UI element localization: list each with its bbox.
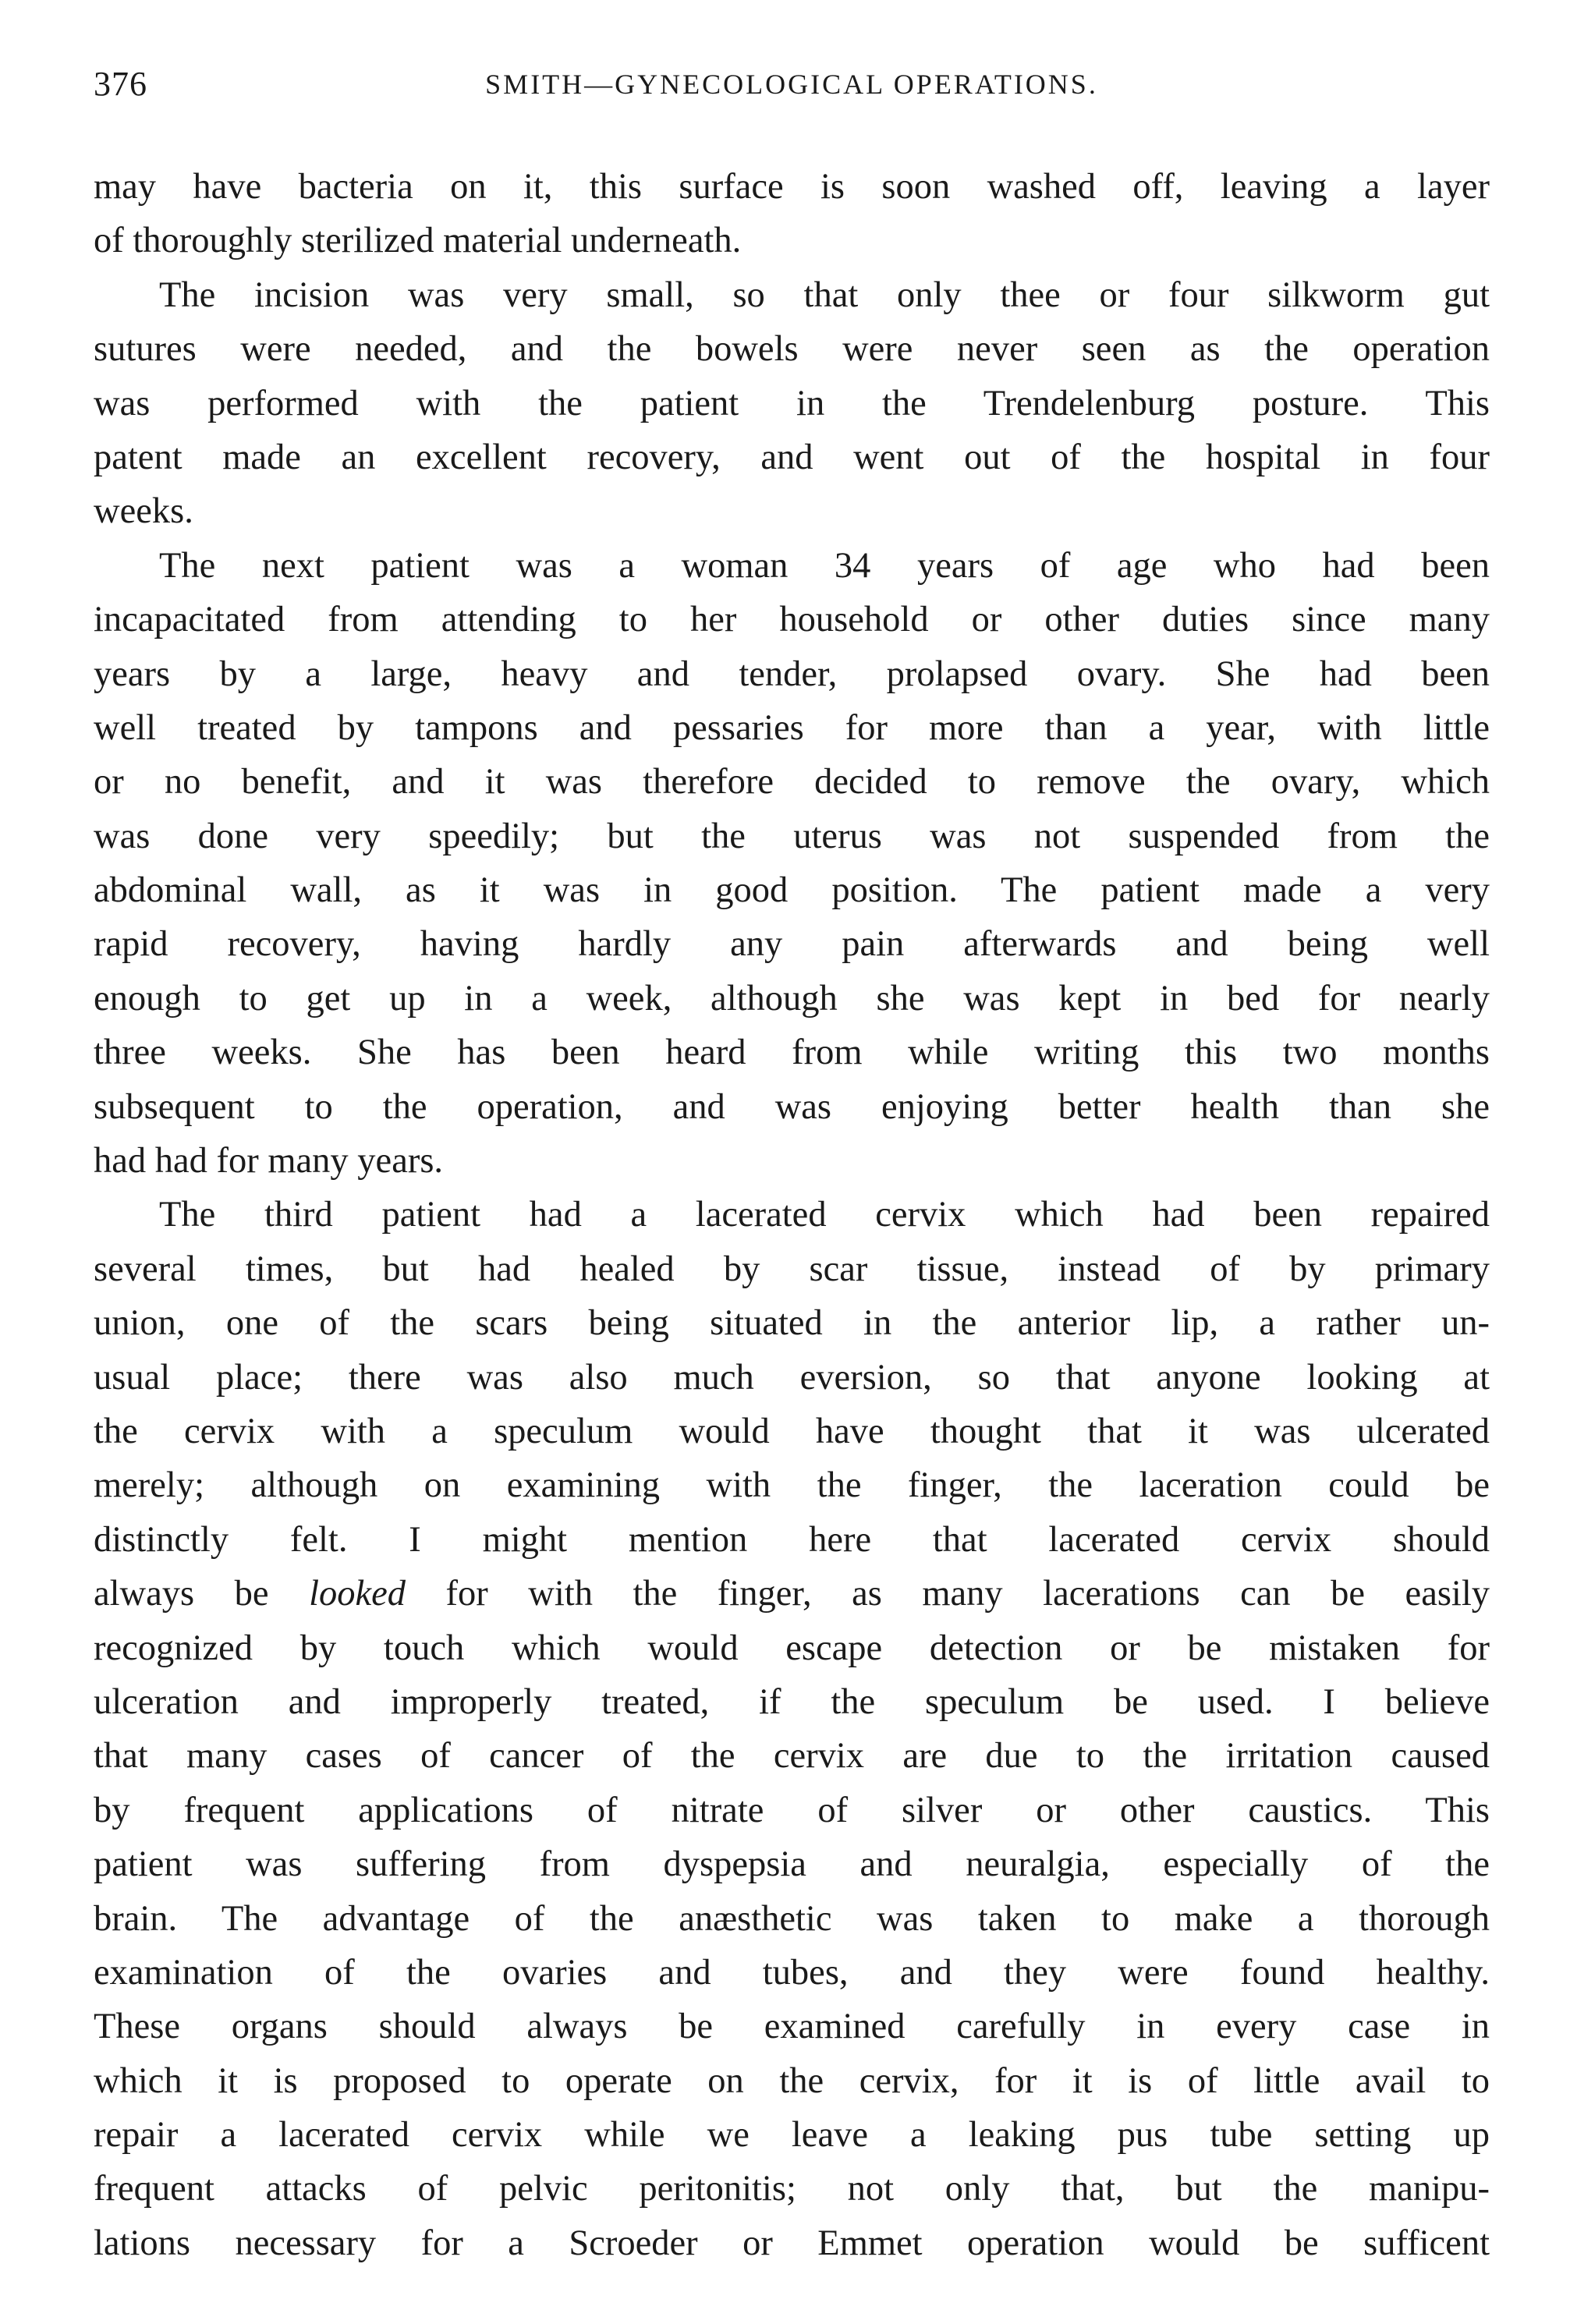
paragraph-first-line: The next patient was a woman 34 years of age who had been — [159, 545, 1490, 586]
text-line: abdominal wall, as it was in good position. The patient made a very — [94, 870, 1490, 911]
text-line: weeks. — [94, 491, 193, 532]
text-line: by frequent applications of nitrate of silver or other caustics. This — [94, 1790, 1490, 1830]
text-line: may have bacteria on it, this surface is soon washed off, leaving a layer — [94, 167, 1490, 207]
page-number: 376 — [94, 65, 147, 103]
text-line: brain. The advantage of the anæsthetic was taken to make a thorough — [94, 1898, 1490, 1939]
text-line: three weeks. She has been heard from while writing this two months — [94, 1033, 1490, 1073]
text-line: These organs should always be examined carefully in every case in — [94, 2007, 1490, 2047]
text-line: or no benefit, and it was therefore decided to remove the ovary, which — [94, 762, 1490, 802]
text-line: examination of the ovaries and tubes, and they were found healthy. — [94, 1952, 1490, 1993]
text-line: was performed with the patient in the Trendelenburg posture. This — [94, 383, 1490, 423]
paragraph-first-line: The third patient had a lacerated cervix which had been repaired — [159, 1195, 1490, 1235]
text-line: usual place; there was also much eversion, so that anyone looking at — [94, 1357, 1490, 1398]
text-line: frequent attacks of pelvic peritonitis; not only that, but the manipu- — [94, 2169, 1490, 2209]
text-line: ulceration and improperly treated, if the speculum be used. I believe — [94, 1681, 1490, 1722]
paragraph-first-line: The incision was very small, so that only thee or four silkworm gut — [159, 275, 1490, 315]
body-text — [94, 160, 1490, 2270]
text-line: years by a large, heavy and tender, prolapsed ovary. She had been — [94, 654, 1490, 694]
text-line: patent made an excellent recovery, and went out of the hospital in four — [94, 437, 1490, 477]
text-line: merely; although on examining with the finger, the laceration could be — [94, 1465, 1490, 1506]
text-line: union, one of the scars being situated in the anterior lip, a rather un- — [94, 1303, 1490, 1344]
text-line: rapid recovery, having hardly any pain afterwards and being well — [94, 924, 1490, 965]
text-line — [94, 1567, 1490, 1621]
italic-word: looked — [309, 1574, 406, 1614]
text-line: well treated by tampons and pessaries for more than a year, with little — [94, 707, 1490, 748]
text-line: was done very speedily; but the uterus was not suspended from the — [94, 816, 1490, 856]
running-title: SMITH—GYNECOLOGICAL OPERATIONS. — [485, 69, 1098, 100]
text-line: several times, but had healed by scar tissue, instead of by primary — [94, 1249, 1490, 1289]
text-line: patient was suffering from dyspepsia and neuralgia, especially of the — [94, 1844, 1490, 1885]
line-start: always be — [94, 1574, 269, 1614]
text-line: incapacitated from attending to her household or other duties since many — [94, 600, 1490, 640]
text-line: repair a lacerated cervix while we leave a leaking pus tube setting up — [94, 2115, 1490, 2156]
text-line: the cervix with a speculum would have thought that it was ulcerated — [94, 1411, 1490, 1451]
running-head — [94, 61, 1490, 108]
text-line: lations necessary for a Scroeder or Emmet operation would be sufficent — [94, 2223, 1490, 2263]
line-end: for with the finger, as many lacerations can be easily — [445, 1574, 1490, 1614]
text-line: distinctly felt. I might mention here that lacerated cervix should — [94, 1519, 1490, 1560]
text-line: recognized by touch which would escape detection or be mistaken for — [94, 1628, 1490, 1668]
text-line: that many cases of cancer of the cervix are due to the irritation caused — [94, 1736, 1490, 1777]
text-line: had had for many years. — [94, 1141, 444, 1181]
text-line: subsequent to the operation, and was enjoying better health than she — [94, 1086, 1490, 1127]
text-line: enough to get up in a week, although she was kept in bed for nearly — [94, 978, 1490, 1019]
text-line: sutures were needed, and the bowels were never seen as the operation — [94, 329, 1490, 370]
text-line: which it is proposed to operate on the cervix, for it is of little avail to — [94, 2060, 1490, 2101]
text-line: of thoroughly sterilized material underneath. — [94, 221, 742, 261]
